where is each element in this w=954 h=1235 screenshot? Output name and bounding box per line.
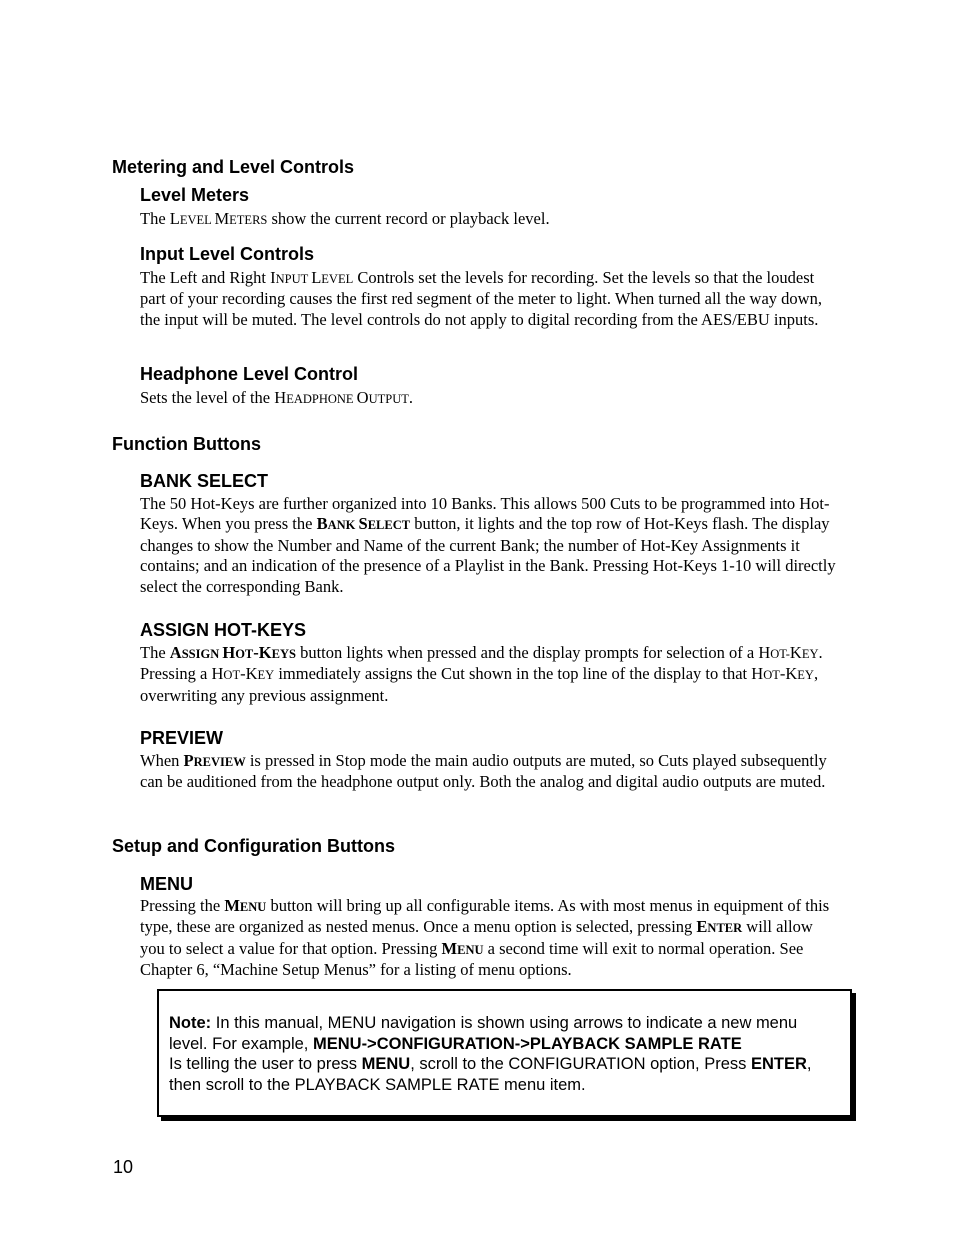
menu-text: Pressing the MENU button will bring up all configurable items. As with most menus in equipment of this type, these are organized as nested menus. Once a menu option is selected, pressing ENTER will allow you to select a value for that option. Pressing MENU a second time will exit to normal operation. See Chapter 6, “Machine Setup Menus” for a listing of menu options. <box>140 896 830 980</box>
subheading-level-meters: Level Meters <box>140 185 250 205</box>
note-box <box>157 989 852 1117</box>
subheading-headphone: Headphone Level Control <box>140 364 359 384</box>
section-heading-metering: Metering and Level Controls <box>112 157 355 177</box>
subheading-input-level: Input Level Controls <box>140 244 315 264</box>
bank-select-text: The 50 Hot-Keys are further organized into 10 Banks. This allows 500 Cuts to be programmed into Hot-Keys. When you press the BANK SELECT button, it lights and the top row of Hot-Keys flash. The display changes to show the Number and Name of the current Bank; the number of Hot-Key Assignments it contains; and an indication of the presence of a Playlist in the Bank. Pressing Hot-Keys 1-10 will directly select the corresponding Bank. <box>140 494 836 596</box>
section-heading-function-buttons: Function Buttons <box>112 434 261 454</box>
note-example-path: MENU->CONFIGURATION->PLAYBACK SAMPLE RATE <box>312 1034 742 1053</box>
assign-hot-keys-text: The ASSIGN HOT-KEYS button lights when pressed and the display prompts for selection of a HOT-KEY. Pressing a HOT-KEY immediately assigns the Cut shown in the top line of the display to that HOT-KEY, overwriting any previous assignment. <box>140 643 823 705</box>
subheading-bank-select: BANK SELECT <box>140 471 269 491</box>
preview-text: When PREVIEW is pressed in Stop mode the main audio outputs are muted, so Cuts played subsequently can be auditioned from the headphone output only. Both the analog and digital audio outputs are muted. <box>140 751 827 792</box>
note-text: Note: In this manual, MENU navigation is shown using arrows to indicate a new menu level. For example, MENU->CONFIGURATION->PLAYBACK SAMPLE RATE Is telling the user to press MENU, scroll to the CONFIGURATION option, Press ENTER, then scroll to the PLAYBACK SAMPLE RATE menu item. <box>169 1014 812 1094</box>
section-heading-setup: Setup and Configuration Buttons <box>112 836 395 856</box>
input-level-text: The Left and Right INPUT LEVEL Controls set the levels for recording. Set the levels so that the loudest part of your recording causes the first red segment of the meter to light. When turned all the way down, the input will be muted. The level controls do not apply to digital recording from the AES/EBU inputs. <box>140 268 822 329</box>
page-number: 10 <box>113 1157 134 1177</box>
level-meters-text: The LEVEL METERS show the current record or playback level. <box>140 209 550 228</box>
subheading-menu: MENU <box>140 874 193 894</box>
subheading-preview: PREVIEW <box>140 728 224 748</box>
subheading-assign-hot-keys: ASSIGN HOT-KEYS <box>140 620 307 640</box>
note-label: Note: <box>169 1014 212 1032</box>
headphone-text: Sets the level of the HEADPHONE OUTPUT. <box>140 388 413 407</box>
